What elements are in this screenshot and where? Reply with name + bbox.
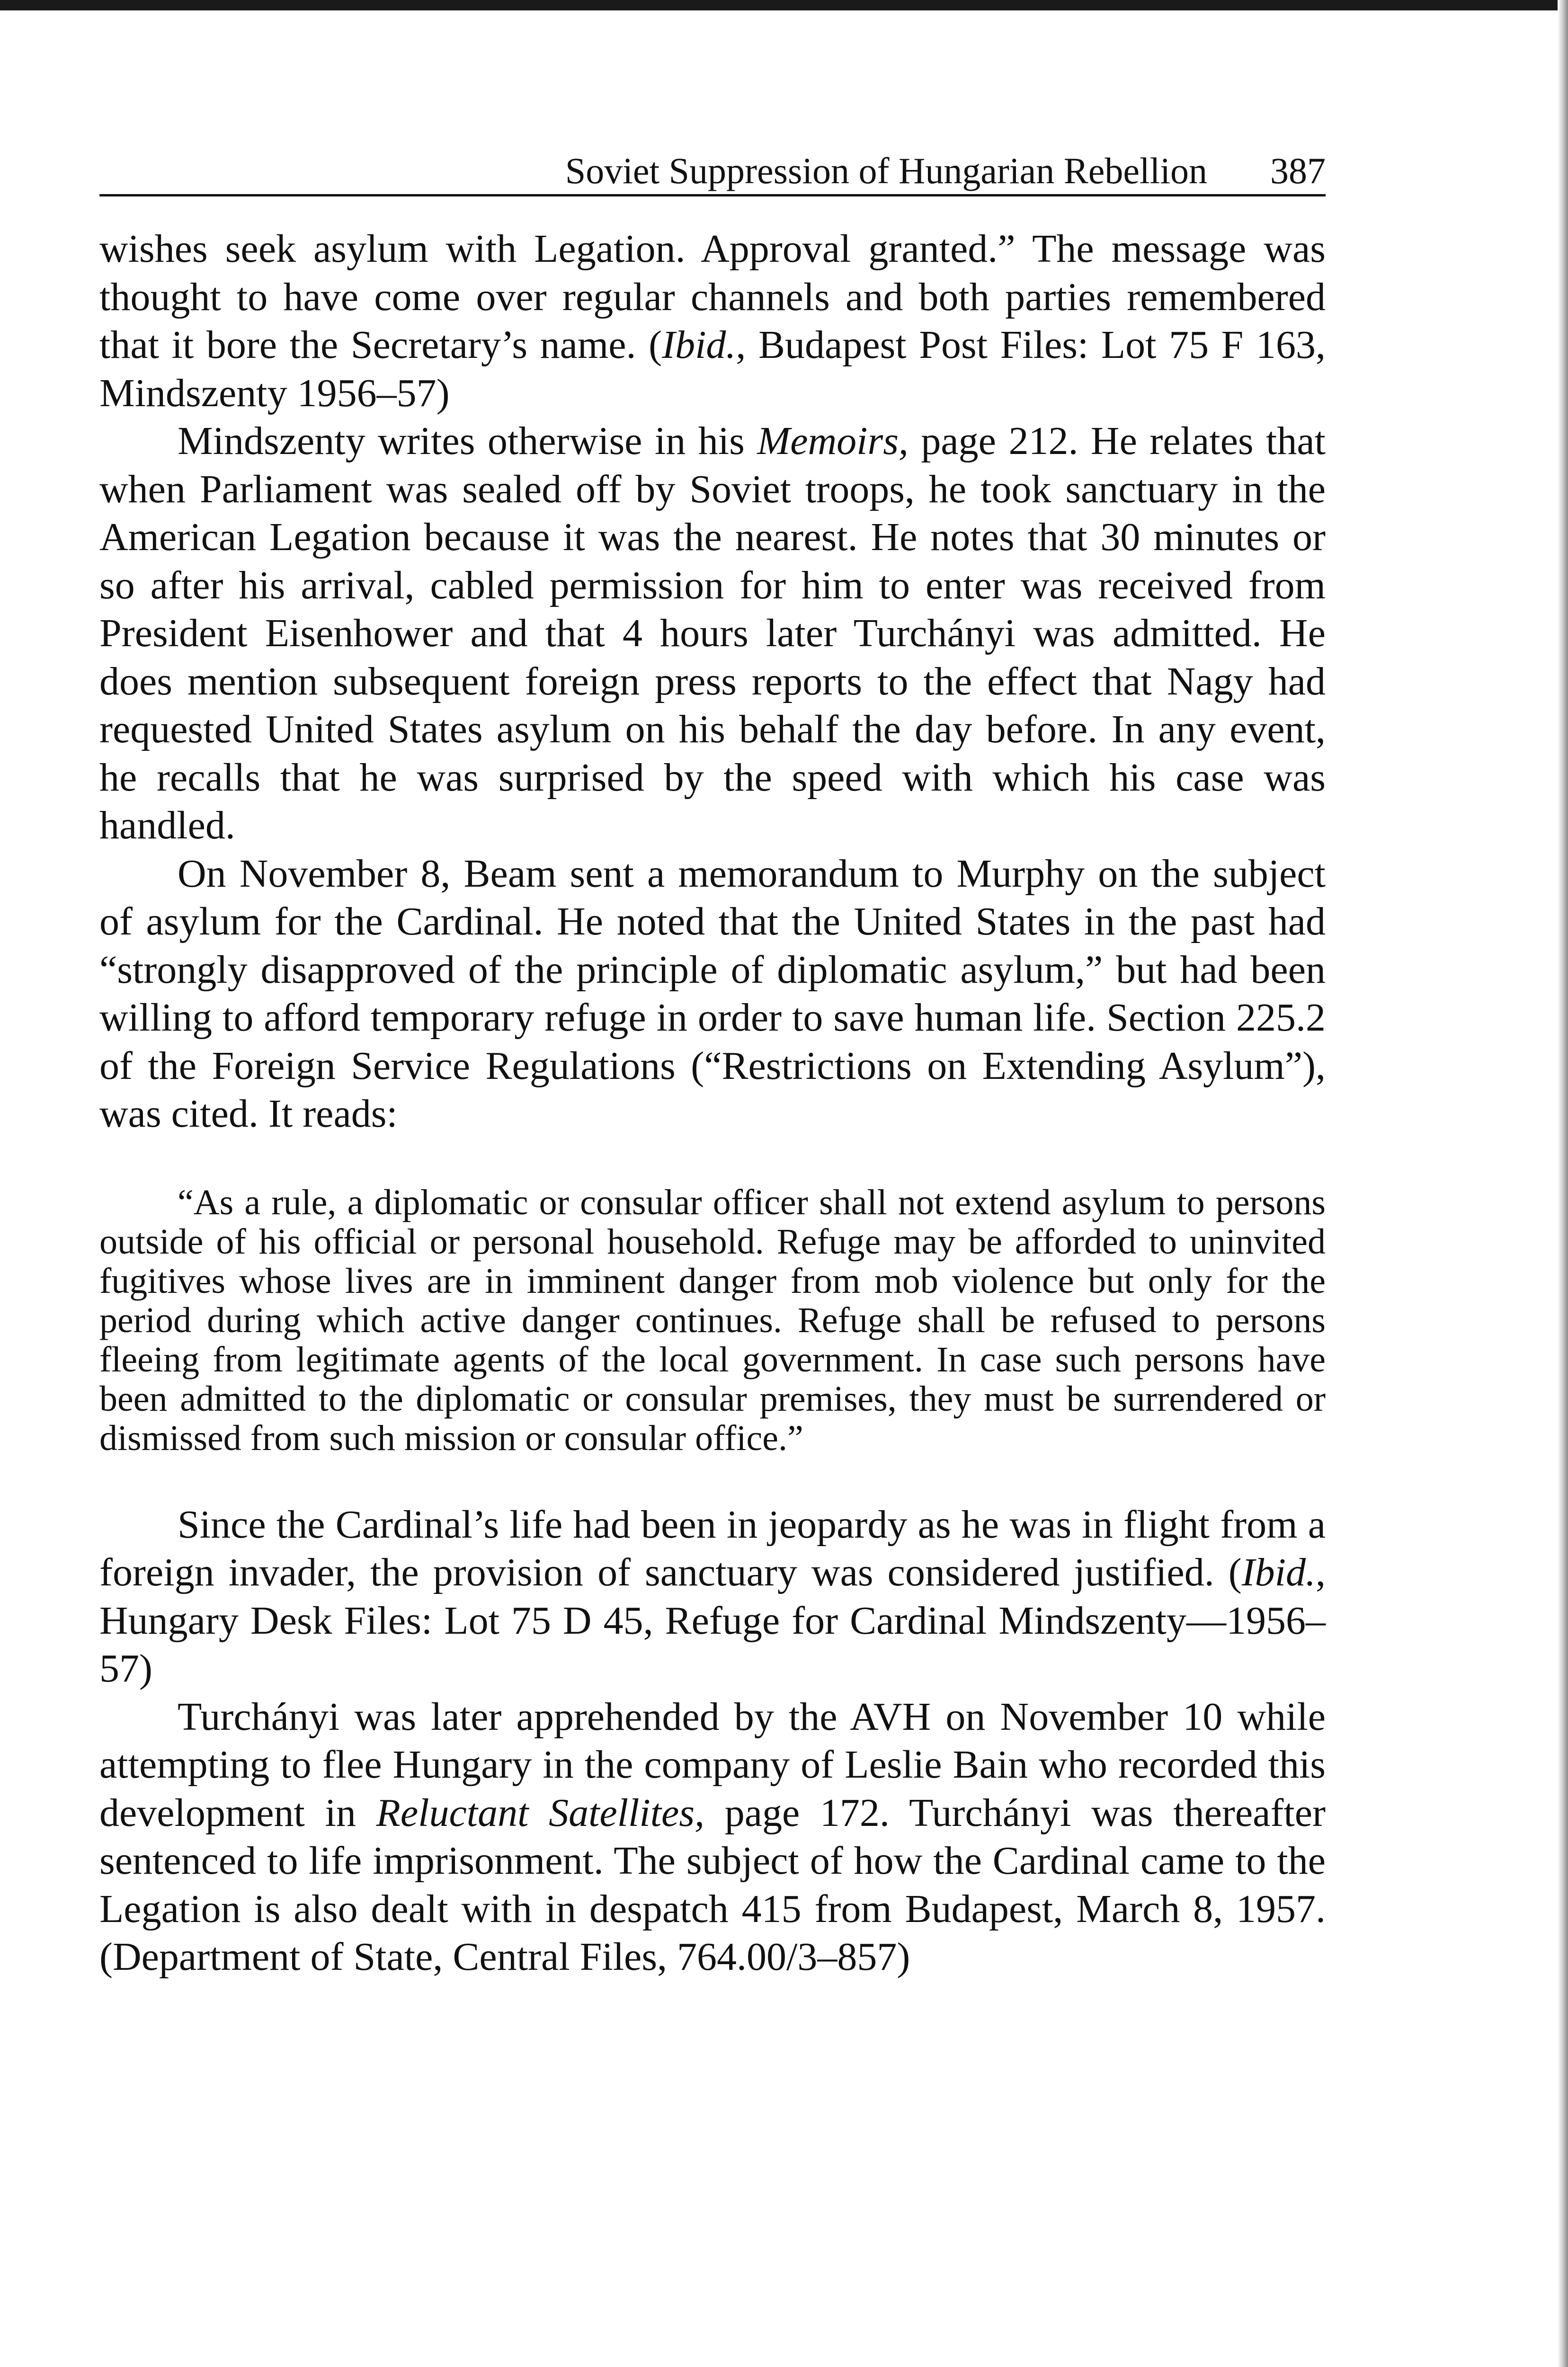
paragraph-1-text-a: wishes seek asylum with Legation. Approval granted.” The message was thought to have come over regular channels and both parties remembered that it bore the Secretary’s name. ( — [99, 227, 1326, 367]
paragraph-2-text-c: page 212. He relates that when Parliament was sealed off by Soviet troops, he took sanctuary in the American Legation because it was the nearest. He notes that 30 minutes or so after his arrival, cabled permission for him to enter was received from President Eisenhower and that 4 hours later Turchányi was admitted. He does mention subsequent foreign press reports to the effect that Nagy had requested United States asylum on his behalf the day before. In any event, he recalls that he was surprised by the speed with which his case was handled. — [99, 419, 1326, 847]
paragraph-1 — [99, 225, 1326, 417]
paragraph-5 — [99, 1693, 1326, 1981]
page-number: 387 — [1270, 150, 1326, 191]
paragraph-3: On November 8, Beam sent a memorandum to Murphy on the subject of asylum for the Cardinal. He noted that the United States in the past had “strongly disapproved of the principle of diplomatic asylum,” but had been willing to afford temporary refuge in order to save human life. Section 225.2 of the Foreign Service Regulations (“Restrictions on Extending Asylum”), was cited. It reads: — [99, 851, 1326, 1136]
paragraph-2-memoirs: Memoirs, — [757, 419, 909, 463]
paragraph-5-text-c: page 172. Turchányi was thereafter sentenced to life imprisonment. The subject of how the Cardinal came to the Legation is also dealt with in despatch 415 from Budapest, March 8, 1957. (Department of State, Central Files, 764.00/3–857) — [99, 1790, 1326, 1979]
paragraph-1-ibid: Ibid. — [662, 323, 736, 367]
scan-right-edge — [1558, 0, 1568, 2367]
running-title: Soviet Suppression of Hungarian Rebellion — [565, 150, 1207, 191]
page-content — [99, 225, 1326, 1981]
block-quote: “As a rule, a diplomatic or consular officer shall not extend asylum to persons outside of his official or personal household. Refuge may be afforded to uninvited fugitives whose lives are in imminent danger from mob violence but only for the period during which active danger continues. Refuge shall be refused to persons fleeing from legitimate agents of the local government. In case such persons have been admitted to the diplomatic or consular premises, they must be surrendered or dismissed from such mission or consular office.” — [99, 1182, 1326, 1458]
paragraph-5-text-a: Turchányi was later apprehended by the AVH on November 10 while attempting to flee Hungary in the company of Leslie Bain who recorded this development in — [99, 1694, 1326, 1835]
paragraph-2-text-a: Mindszenty writes otherwise in his — [178, 419, 757, 463]
paragraph-4-text-a: Since the Cardinal’s life had been in jeopardy as he was in flight from a foreign invader, the provision of sanctuary was considered justified. ( — [99, 1502, 1326, 1594]
paragraph-5-reluctant-satellites: Reluctant Satellites, — [376, 1790, 705, 1835]
book-page — [99, 137, 1326, 1981]
paragraph-1-text-c: , Budapest Post Files: Lot 75 F 163, Mindszenty 1956–57) — [99, 323, 1326, 415]
scan-top-border — [0, 0, 1568, 10]
paragraph-4 — [99, 1501, 1326, 1693]
paragraph-2 — [99, 417, 1326, 850]
running-head — [99, 137, 1326, 196]
paragraph-4-text-c: , Hungary Desk Files: Lot 75 D 45, Refuge for Cardinal Mindszenty—1956–57) — [99, 1550, 1326, 1691]
paragraph-4-ibid: Ibid. — [1241, 1550, 1316, 1594]
